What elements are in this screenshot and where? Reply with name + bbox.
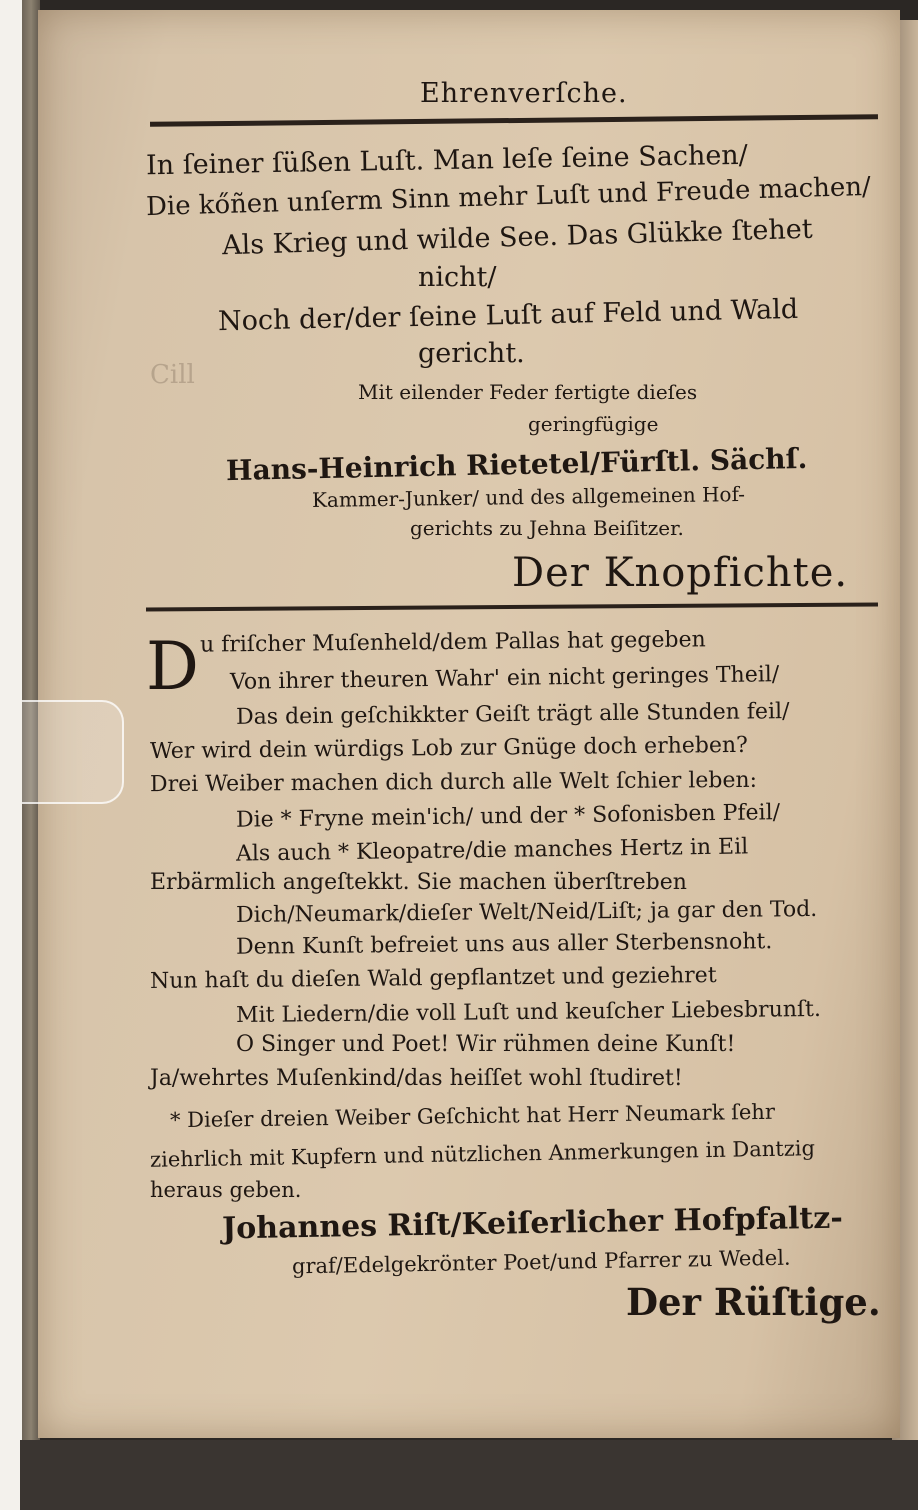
poem1-line: In ſeiner ſüßen Luſt. Man leſe ſeine Sachen/ [145, 139, 749, 182]
poem1-line: gericht. [418, 338, 525, 369]
poem2-line: Ja/wehrtes Muſenkind/das heiſſet wohl ſtudiret! [150, 1066, 683, 1091]
poem1-line: Noch der/der ſeine Luſt auf Feld und Wald [217, 293, 799, 338]
poem1-line: nicht/ [418, 262, 497, 293]
poem2-author-name: Johannes Riſt/Keiſerlicher Hofpfaltz- [221, 1200, 844, 1247]
poem2-motto: Der Rüſtige. [626, 1280, 881, 1324]
poem2-line: Das dein geſchikkter Geiſt trägt alle Stunden feil/ [235, 699, 790, 730]
drop-cap: D [146, 628, 199, 705]
poem2-line: Denn Kunſt befreiet uns aus aller Sterbensnoht. [235, 929, 773, 960]
poem2-line: Die * Fryne mein'ich/ und der * Sofonisben Pfeil/ [235, 800, 781, 833]
footnote-line: * Dieſer dreien Weiber Geſchicht hat Herr Neumark ſehr [169, 1099, 776, 1133]
poem2-line: Wer wird dein würdigs Lob zur Gnüge doch erheben? [149, 732, 749, 765]
footnote-line: ziehrlich mit Kupfern und nützlichen Anmerkungen in Dantzig [149, 1136, 816, 1172]
scan-margin [0, 0, 22, 1510]
scan-bottom-band [20, 1440, 918, 1510]
bleed-through-text: Cill [150, 360, 195, 390]
poem2-line: Mit Liedern/die voll Luſt und keuſcher Liebesbrunſt. [235, 996, 822, 1029]
footnote-line: heraus geben. [150, 1178, 302, 1202]
poem2-author-title: graf/Edelgekrönter Poet/und Pfarrer zu Wedel. [291, 1245, 791, 1279]
poem2-line: Erbärmlich angeſtekkt. Sie machen überſtreben [150, 870, 687, 895]
poem2-line: u friſcher Muſenheld/dem Pallas hat gegeben [199, 627, 706, 658]
poem2-line: Drei Weiber machen dich durch alle Welt ſchier leben: [149, 767, 758, 798]
poem1-dedication: Mit eilender Feder fertigte dieſes [358, 380, 698, 404]
running-head: Ehrenverſche. [420, 78, 628, 109]
poem2-line: Als auch * Kleopatre/die manches Hertz in Eil [235, 834, 749, 867]
poem1-line: Als Krieg und wilde See. Das Glükke ſtehet [221, 213, 814, 262]
poem2-line: Von ihrer theuren Wahr' ein nicht geringes Theil/ [229, 662, 780, 695]
page-tab-overlay [22, 700, 124, 804]
poem1-author-title: gerichts zu Jehna Beiſitzer. [410, 516, 684, 540]
poem2-line: O Singer und Poet! Wir rühmen deine Kunſt! [236, 1032, 736, 1057]
poem2-line: Dich/Neumark/dieſer Welt/Neid/Liſt; ja gar den Tod. [235, 896, 818, 929]
poem1-author-name: Hans-Heinrich Rietetel/Fürſtl. Sächſ. [225, 441, 808, 488]
poem1-dedication: geringfügige [528, 412, 659, 436]
poem1-line: Die kőñen unſerm Sinn mehr Luſt und Freude machen/ [145, 171, 872, 223]
poem1-author-title: Kammer-Junker/ und des allgemeinen Hof- [311, 481, 746, 513]
poem2-line: Nun haſt du dieſen Wald gepflantzet und geziehret [149, 963, 717, 994]
poem1-motto: Der Knopfichte. [512, 550, 849, 596]
